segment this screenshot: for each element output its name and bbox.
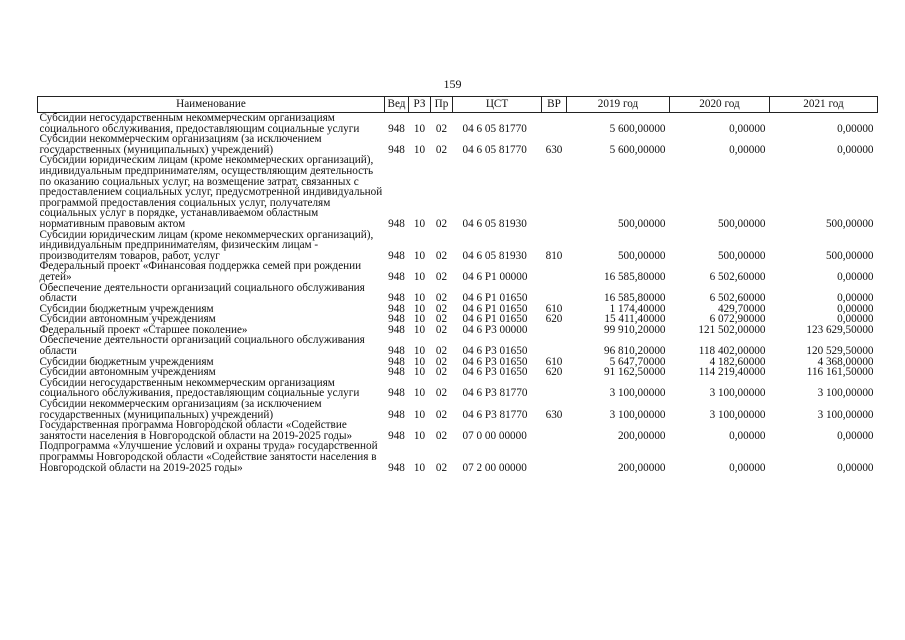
row-vr [542,283,567,304]
row-2020: 0,00000 [729,461,766,474]
row-name: Субсидии бюджетным учреждениям [39,355,214,368]
row-2019: 500,00000 [617,249,666,262]
row-pr: 02 [435,366,448,379]
row-ved: 948 [388,292,405,305]
header-name: Наименование [38,97,385,113]
row-pr: 02 [435,345,448,358]
row-vr [542,113,567,135]
table-row [38,378,878,399]
row-2020: 3 100,00000 [709,408,766,421]
table-row [38,283,878,304]
row-rz: 10 [413,408,426,421]
row-2019: 200,00000 [617,461,666,474]
row-2021: 0,00000 [837,143,874,156]
row-name: Обеспечение деятельности организаций социального обслуживания области [39,281,365,305]
row-name: Субсидии негосударственным некоммерческим организациям социального обслуживания, предоставляющим социальные услуги [39,376,360,400]
row-2019: 16 585,80000 [603,292,666,305]
row-pr: 02 [435,355,448,368]
row-2021: 0,00000 [837,292,874,305]
row-2021: 500,00000 [825,249,874,262]
row-ved: 948 [388,387,405,400]
row-pr: 02 [435,122,448,135]
header-2020: 2020 год [670,97,770,113]
row-2021: 0,00000 [837,429,874,442]
row-name: Обеспечение деятельности организаций социального обслуживания области [39,334,365,358]
row-name: Федеральный проект «Финансовая поддержка семей при рождении детей» [39,260,362,283]
row-2021: 123 629,50000 [806,323,874,336]
row-2019: 5 647,70000 [609,355,666,368]
row-2021: 120 529,50000 [806,345,874,358]
row-cst: 04 6 P3 81770 [462,387,528,400]
row-2020: 6 502,60000 [709,292,766,305]
row-rz: 10 [413,355,426,368]
row-cst: 04 6 P3 01650 [462,345,528,358]
header-pr: Пр [431,97,453,113]
row-2021: 116 161,50000 [806,366,874,379]
page-number: 159 [443,77,462,91]
table-row [38,441,878,473]
row-rz: 10 [413,270,426,283]
row-2020: 121 502,00000 [698,323,766,336]
row-ved: 948 [388,302,405,315]
row-2019: 16 585,80000 [603,270,666,283]
row-rz: 10 [413,249,426,262]
row-rz: 10 [413,302,426,315]
row-2019: 91 162,50000 [603,366,666,379]
row-cst: 04 6 P1 01650 [462,292,528,305]
row-pr: 02 [435,387,448,400]
header-vr: ВР [542,97,567,113]
row-vr: 620 [545,366,563,379]
row-pr: 02 [435,429,448,442]
budget-table [37,96,878,473]
row-2020: 500,00000 [717,249,766,262]
row-2020: 118 402,00000 [698,345,766,358]
row-2020: 6 502,60000 [709,270,766,283]
row-ved: 948 [388,461,405,474]
row-cst: 04 6 05 81770 [462,143,527,156]
row-cst: 04 6 P3 00000 [462,323,528,336]
table-row [38,134,878,155]
row-2019: 96 810,20000 [603,345,666,358]
table-row [38,420,878,441]
row-rz: 10 [413,313,426,326]
row-2021: 500,00000 [825,217,874,230]
row-2020: 0,00000 [729,122,766,135]
table-row [38,113,878,135]
row-vr [542,155,567,229]
header-rz: РЗ [409,97,431,113]
row-vr: 620 [545,313,563,326]
row-pr: 02 [435,313,448,326]
table-row [38,155,878,229]
row-2021: 3 100,00000 [817,387,874,400]
row-cst: 04 6 P3 81770 [462,408,528,421]
row-name: Субсидии юридическим лицам (кроме некоммерческих организаций), индивидуальным предпринимателям, осуществляющим деятельность по оказанию социальных услуг, на возмещение затрат, связанных с предоставлением социальных услуг, предусмотренной индивидуальной программой предоставления социальных услуг, получателям социальных услуг в порядке, устанавливаемом областным нормативным правовым актом [39,154,383,230]
row-name: Субсидии бюджетным учреждениям [39,302,214,315]
row-rz: 10 [413,461,426,474]
row-vr: 630 [545,143,563,156]
row-2020: 0,00000 [729,143,766,156]
row-name: Субсидии некоммерческим организациям (за исключением государственных (муниципальных) учреждений) [39,133,322,156]
row-2019: 200,00000 [617,429,666,442]
row-cst: 07 2 00 00000 [462,461,527,474]
row-ved: 948 [388,122,405,135]
row-vr: 630 [545,408,563,421]
header-2021: 2021 год [770,97,878,113]
row-2021: 0,00000 [837,461,874,474]
row-cst: 04 6 05 81930 [462,217,527,230]
row-2020: 6 072,90000 [709,313,766,326]
row-2020: 500,00000 [717,217,766,230]
row-vr [542,441,567,473]
row-2021: 0,00000 [837,313,874,326]
row-ved: 948 [388,323,405,336]
row-vr [542,261,567,282]
table-row [38,230,878,262]
row-pr: 02 [435,249,448,262]
row-2019: 5 600,00000 [609,122,666,135]
row-cst: 04 6 P3 01650 [462,366,528,379]
row-pr: 02 [435,292,448,305]
row-2019: 5 600,00000 [609,143,666,156]
row-rz: 10 [413,345,426,358]
row-rz: 10 [413,429,426,442]
row-name: Субсидии автономным учреждениям [39,313,216,326]
row-cst: 04 6 P3 01650 [462,355,528,368]
row-name: Субсидии юридическим лицам (кроме некоммерческих организаций), индивидуальным предпринимателям, физическим лицам - производителям товаров, работ, услуг [39,228,374,262]
row-rz: 10 [413,366,426,379]
row-2020: 3 100,00000 [709,387,766,400]
row-rz: 10 [413,323,426,336]
row-cst: 04 6 05 81930 [462,249,527,262]
row-2019: 1 174,40000 [609,302,666,315]
row-vr [542,325,567,336]
row-pr: 02 [435,270,448,283]
header-cst: ЦСТ [453,97,542,113]
row-2021: 0,00000 [837,302,874,315]
row-pr: 02 [435,302,448,315]
row-ved: 948 [388,345,405,358]
row-name: Федеральный проект «Старшее поколение» [39,323,248,336]
table-header-row [38,97,878,113]
row-vr [542,378,567,399]
row-name: Подпрограмма «Улучшение условий и охраны труда» государственной программы Новгородской области «Содействие занятости населения в Новгородской области на 2019-2025 годы» [39,440,378,474]
row-ved: 948 [388,429,405,442]
table-body [38,113,878,474]
row-cst: 04 6 05 81770 [462,122,527,135]
row-name: Субсидии негосударственным некоммерческим организациям социального обслуживания, предоставляющим социальные услуги [39,112,360,135]
row-2020: 4 182,60000 [709,355,766,368]
row-vr [542,335,567,356]
row-2019: 500,00000 [617,217,666,230]
table-row [38,399,878,420]
row-2020: 0,00000 [729,429,766,442]
row-2021: 0,00000 [837,122,874,135]
row-ved: 948 [388,249,405,262]
row-name: Субсидии некоммерческим организациям (за исключением государственных (муниципальных) учреждений) [39,398,322,421]
row-vr: 810 [545,249,563,262]
row-2019: 3 100,00000 [609,408,666,421]
row-rz: 10 [413,387,426,400]
row-pr: 02 [435,143,448,156]
row-vr: 610 [545,302,563,315]
row-pr: 02 [435,408,448,421]
row-2021: 3 100,00000 [817,408,874,421]
row-pr: 02 [435,323,448,336]
row-vr [542,420,567,441]
row-cst: 04 6 P1 01650 [462,302,528,315]
row-ved: 948 [388,366,405,379]
row-cst: 04 6 P1 01650 [462,313,528,326]
row-ved: 948 [388,270,405,283]
row-ved: 948 [388,355,405,368]
row-rz: 10 [413,217,426,230]
row-name: Субсидии автономным учреждениям [39,366,216,379]
row-ved: 948 [388,313,405,326]
row-cst: 07 0 00 00000 [462,429,527,442]
row-ved: 948 [388,143,405,156]
row-ved: 948 [388,408,405,421]
row-name: Государственная программа Новгородской области «Содействие занятости населения в Новгородской области на 2019-2025 годы» [39,419,353,442]
row-2021: 0,00000 [837,270,874,283]
header-ved: Вед [385,97,409,113]
row-rz: 10 [413,143,426,156]
header-2019: 2019 год [567,97,670,113]
row-2019: 3 100,00000 [609,387,666,400]
row-cst: 04 6 P1 00000 [462,270,528,283]
row-rz: 10 [413,292,426,305]
table-row [38,261,878,282]
row-2020: 114 219,40000 [698,366,766,379]
table-row [38,335,878,356]
row-2019: 15 411,40000 [604,313,666,326]
row-vr: 610 [545,355,563,368]
row-ved: 948 [388,217,405,230]
row-pr: 02 [435,217,448,230]
row-2019: 99 910,20000 [603,323,666,336]
row-pr: 02 [435,461,448,474]
row-2020: 429,70000 [717,302,766,315]
row-2021: 4 368,00000 [817,355,874,368]
row-rz: 10 [413,122,426,135]
